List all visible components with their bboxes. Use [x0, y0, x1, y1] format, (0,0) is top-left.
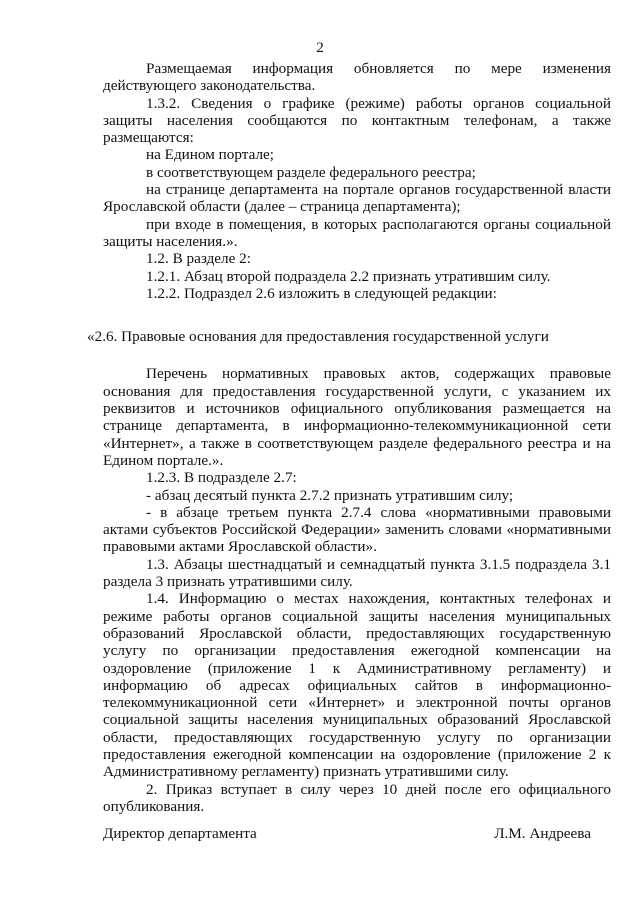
paragraph: 2. Приказ вступает в силу через 10 дней после его официального опубликования. [103, 780, 611, 815]
signer-position: Директор департамента [103, 825, 257, 842]
paragraph: - в абзаце третьем пункта 2.7.4 слова «нормативными правовыми актами субъектов Российской Федерации» заменить словами «нормативными правовыми актами Ярославской области». [103, 503, 611, 556]
paragraph: - абзац десятый пункта 2.7.2 признать утратившим силу; [146, 486, 514, 504]
section-heading: «2.6. Правовые основания для предоставления государственной услуги [87, 328, 549, 346]
paragraph: на Едином портале; [146, 146, 274, 164]
paragraph: 1.2.1. Абзац второй подраздела 2.2 признать утратившим силу. [146, 267, 551, 285]
paragraph: Размещаемая информация обновляется по мере изменения действующего законодательства. [103, 60, 611, 95]
paragraph: 1.3.2. Сведения о графике (режиме) работы органов социальной защиты населения сообщаются по контактным телефонам, а также размещаются: [103, 94, 611, 147]
document-body [87, 60, 611, 815]
paragraph: при входе в помещения, в которых располагаются органы социальной защиты населения.». [103, 215, 611, 250]
page-number: 2 [316, 39, 324, 56]
paragraph: Перечень нормативных правовых актов, содержащих правовые основания для предоставления государственной услуги, с указанием их реквизитов и источников официального опубликования размещается на странице департамента, в информационно-телекоммуникационной сети «Интернет», а также в соответствующем разделе федерального реестра и на Едином портале.». [103, 365, 611, 469]
signature-block [103, 825, 591, 842]
paragraph: 1.4. Информацию о местах нахождения, контактных телефонах и режиме работы органов социальной защиты населения муниципальных образований Ярославской области, предоставляющих государственную услугу по организации предоставления ежегодной компенсации на оздоровление (приложение 1 к Административному регламенту) и информацию об адресах официальных сайтов в информационно-телекоммуникационной сети «Интернет» и электронной почты органов социальной защиты населения муниципальных образований Ярославской области, предоставляющих государственную услугу по организации предоставления ежегодной компенсации на оздоровление (приложение 2 к Административному регламенту) признать утратившими силу. [103, 590, 611, 781]
paragraph: 1.2.3. В подразделе 2.7: [146, 469, 297, 487]
paragraph: 1.2.2. Подраздел 2.6 изложить в следующей редакции: [146, 284, 497, 302]
paragraph: в соответствующем разделе федерального реестра; [146, 163, 476, 181]
paragraph: 1.3. Абзацы шестнадцатый и семнадцатый пункта 3.1.5 подраздела 3.1 раздела 3 признать утратившими силу. [103, 555, 611, 591]
paragraph: на странице департамента на портале органов государственной власти Ярославской области (далее – страница департамента); [103, 181, 611, 216]
paragraph: 1.2. В разделе 2: [146, 250, 251, 268]
signer-name: Л.М. Андреева [494, 825, 591, 842]
